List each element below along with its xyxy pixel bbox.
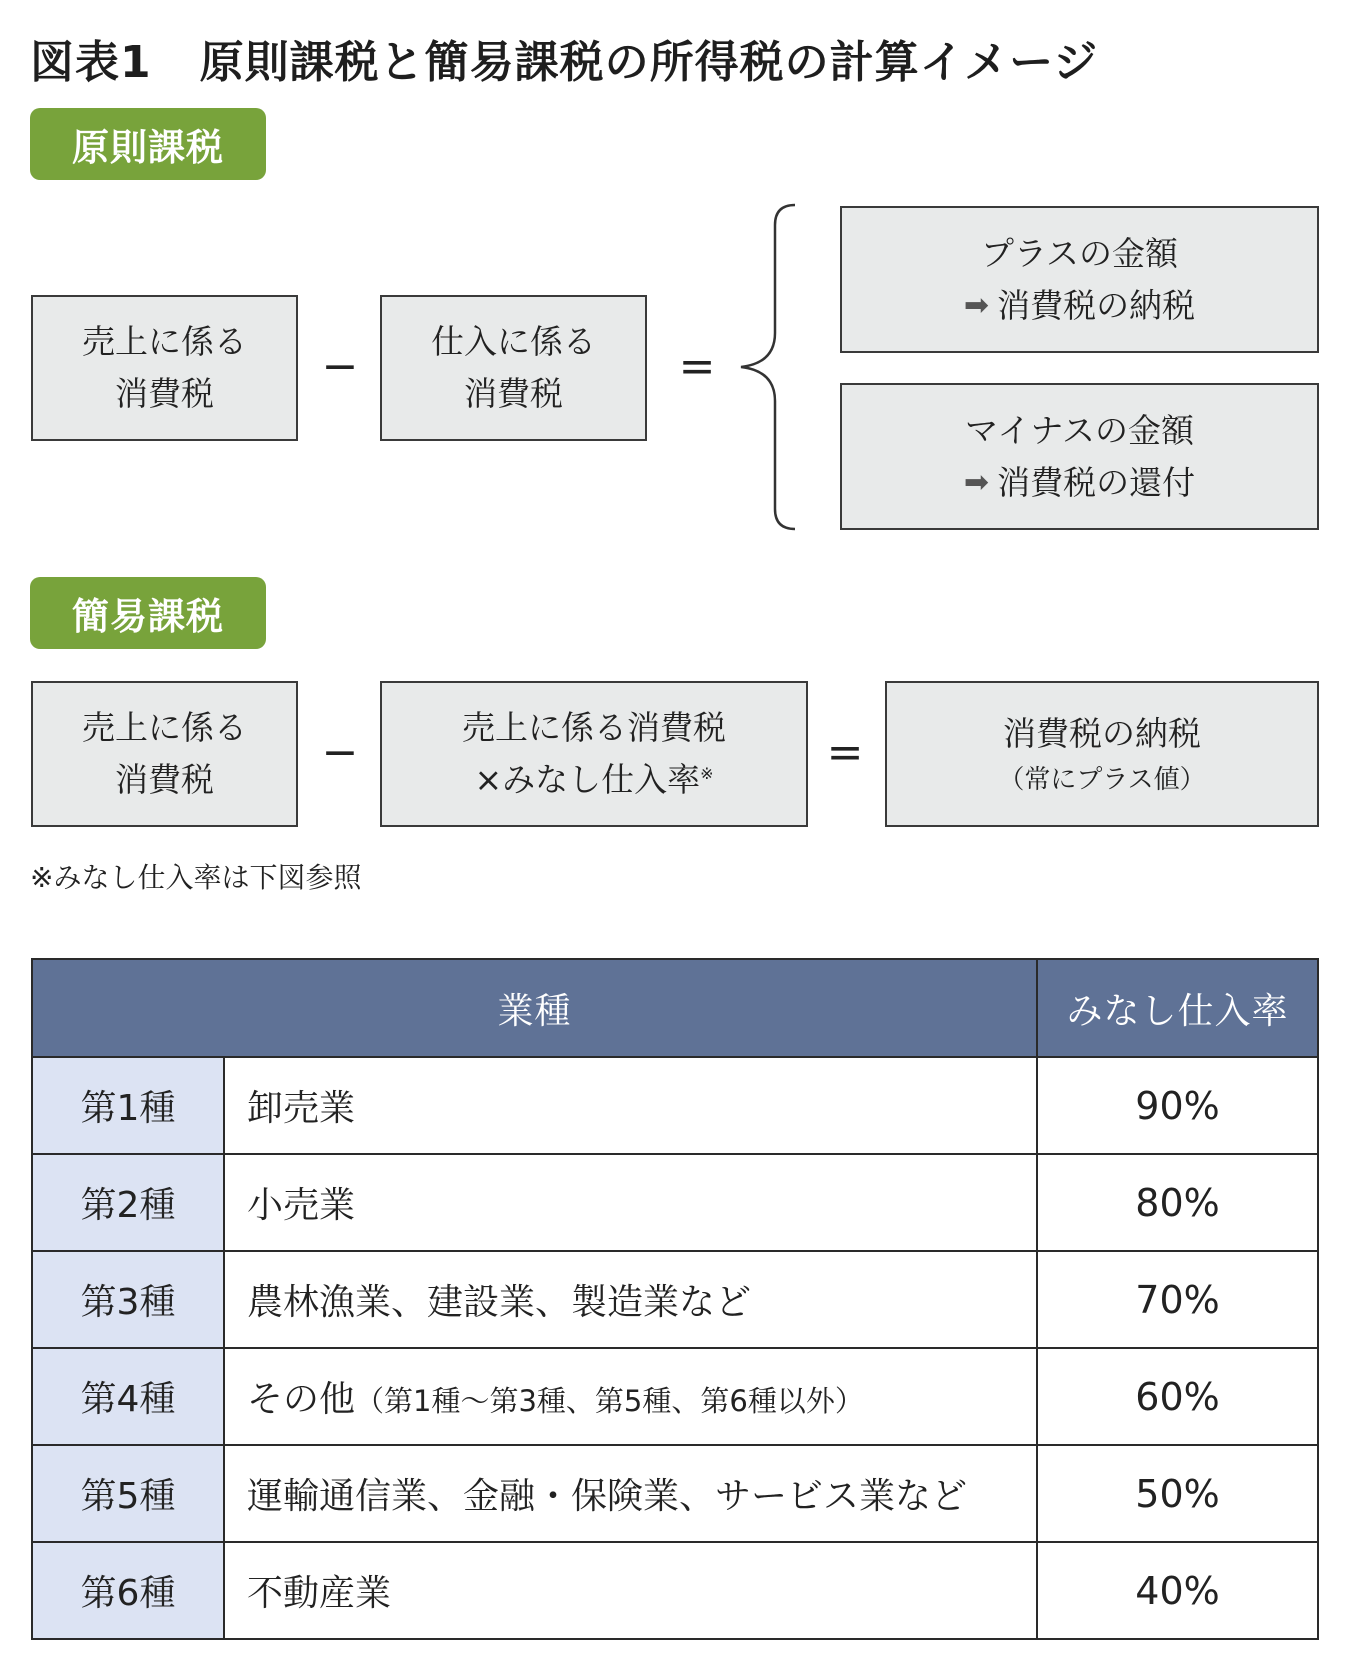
deemed-purchase-line2-row	[474, 754, 713, 806]
simplified-equals-sign: =	[826, 727, 864, 778]
simplified-result-line1: 消費税の納税	[1003, 714, 1201, 753]
row-rate: 90%	[1037, 1057, 1318, 1154]
right-arrow-icon: ➡	[963, 464, 990, 500]
row-industry	[224, 1154, 1037, 1251]
principle-purchase-tax-box	[380, 295, 647, 441]
row-kind: 第4種	[32, 1348, 224, 1445]
row-industry-text: 不動産業	[247, 1573, 392, 1614]
plus-result-line2: 消費税の納税	[997, 285, 1196, 325]
minus-result-line2: 消費税の還付	[997, 462, 1196, 502]
table-row	[32, 1348, 1318, 1445]
row-industry-text: 運輸通信業、金融・保険業、サービス業など	[247, 1476, 968, 1517]
row-kind: 第2種	[32, 1154, 224, 1251]
figure-title-text: 原則課税と簡易課税の所得税の計算イメージ	[199, 37, 1099, 88]
left-brace-icon	[735, 203, 799, 533]
row-kind: 第6種	[32, 1542, 224, 1639]
principle-sales-tax-line2: 消費税	[115, 374, 214, 413]
principle-purchase-tax-line2: 消費税	[464, 374, 563, 413]
plus-result-line2-row	[964, 280, 1195, 332]
deemed-purchase-box	[380, 681, 808, 827]
header-rate: みなし仕入率	[1037, 959, 1318, 1057]
deemed-purchase-rate-table	[31, 958, 1319, 1640]
row-rate: 60%	[1037, 1348, 1318, 1445]
simplified-label: 簡易課税	[30, 577, 266, 649]
note-mark: ※	[700, 764, 714, 783]
row-kind: 第1種	[32, 1057, 224, 1154]
principle-purchase-tax-line1: 仕入に係る	[431, 322, 596, 361]
row-industry-text: 小売業	[247, 1185, 356, 1226]
row-kind: 第5種	[32, 1445, 224, 1542]
row-rate: 50%	[1037, 1445, 1318, 1542]
principle-sales-tax-line1: 売上に係る	[82, 322, 247, 361]
row-industry	[224, 1348, 1037, 1445]
row-industry	[224, 1542, 1037, 1639]
header-industry: 業種	[32, 959, 1037, 1057]
simplified-result-box	[885, 681, 1319, 827]
row-kind: 第3種	[32, 1251, 224, 1348]
row-rate: 80%	[1037, 1154, 1318, 1251]
principle-sales-tax-box	[31, 295, 298, 441]
simplified-sales-tax-line1: 売上に係る	[82, 708, 247, 747]
row-industry	[224, 1251, 1037, 1348]
table-row	[32, 1445, 1318, 1542]
principle-equals-sign: =	[678, 341, 716, 392]
row-rate: 70%	[1037, 1251, 1318, 1348]
row-industry-text: 卸売業	[247, 1088, 356, 1129]
table-row	[32, 1154, 1318, 1251]
row-industry-note: （第1種〜第3種、第5種、第6種以外）	[355, 1384, 864, 1418]
deemed-purchase-line2: ×みなし仕入率	[474, 760, 701, 799]
table-row	[32, 1251, 1318, 1348]
table-row	[32, 1542, 1318, 1639]
table-row	[32, 1057, 1318, 1154]
simplified-sales-tax-line2: 消費税	[115, 760, 214, 799]
row-industry-text: 農林漁業、建設業、製造業など	[247, 1282, 752, 1323]
figure-title	[30, 26, 1098, 90]
simplified-minus-sign: −	[321, 727, 359, 778]
plus-result-box	[840, 206, 1319, 353]
principle-label: 原則課税	[30, 108, 266, 180]
deemed-purchase-line1: 売上に係る消費税	[462, 708, 726, 747]
simplified-sales-tax-box	[31, 681, 298, 827]
right-arrow-icon: ➡	[963, 287, 990, 323]
row-industry	[224, 1445, 1037, 1542]
figure-number: 図表1	[30, 37, 152, 88]
plus-result-line1: プラスの金額	[980, 233, 1178, 273]
row-rate: 40%	[1037, 1542, 1318, 1639]
minus-result-box	[840, 383, 1319, 530]
row-industry-text: その他	[247, 1379, 356, 1420]
minus-result-line1: マイナスの金額	[964, 410, 1195, 450]
principle-minus-sign: −	[321, 341, 359, 392]
simplified-result-line2: （常にプラス値）	[998, 765, 1206, 795]
table-header-row	[32, 959, 1318, 1057]
row-industry	[224, 1057, 1037, 1154]
footnote: ※みなし仕入率は下図参照	[30, 861, 362, 894]
minus-result-line2-row	[964, 457, 1195, 509]
